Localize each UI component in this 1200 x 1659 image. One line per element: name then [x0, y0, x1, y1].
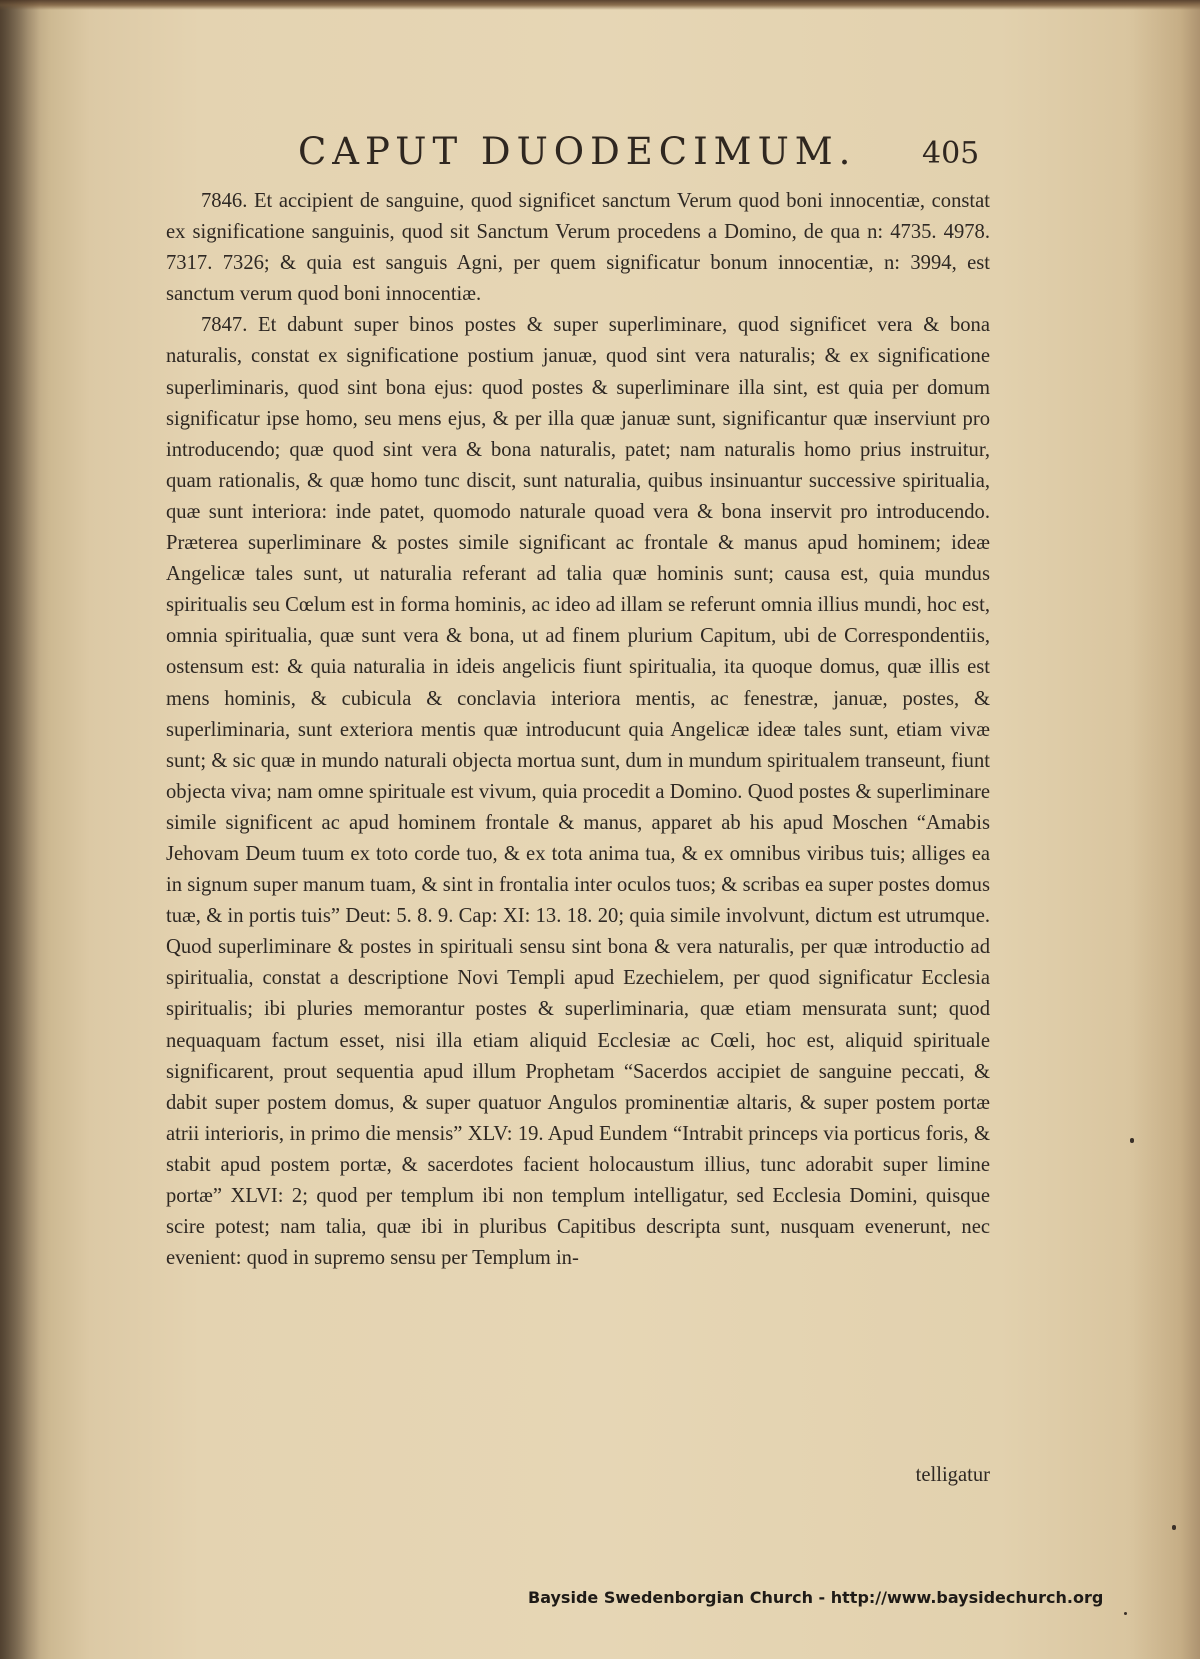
paragraph-7847: 7847. Et dabunt super binos postes & super superliminare, quod significet vera & bona naturalis, constat ex significatione postium januæ, quod sint vera naturalis; & ex significatione superliminaris, quod sint bona ejus: quod postes & superliminare illa sint, est quia per domum significatur ipse homo, seu mens ejus, & per illa quæ januæ sunt, significantur quæ inserviunt pro introducendo; quæ quod sint vera & bona naturalis, patet; nam naturalis homo prius instruitur, quam rationalis, & quæ homo tunc discit, sunt naturalia, quibus insinuantur successive spiritualia, quæ sunt interiora: inde patet, quomodo naturale quoad vera & bona inservit pro introducendo. Præterea superliminare & postes simile significant ac frontale & manus apud hominem; ideæ Angelicæ tales sunt, ut naturalia referant ad talia quæ hominis sunt; causa est, quia mundus spiritualis seu Cœlum est in forma hominis, ac ideo ad illam se referunt omnia illius mundi, hoc est, omnia spiritualia, quæ sunt vera & bona, ut ad finem plurium Capitum, ubi de Correspondentiis, ostensum est: & quia naturalia in ideis angelicis fiunt spiritualia, ita quoque domus, quæ illis est mens hominis, & cubicula & conclavia interiora mentis, ac fenestræ, januæ, postes, & superliminaria, sunt exteriora mentis quæ introducunt quia Angelicæ ideæ tales sunt, etiam vivæ sunt; & sic quæ in mundo naturali objecta mortua sunt, dum in mundum spiritualem transeunt, fiunt objecta viva; nam omne spirituale est vivum, quia procedit a Domino. Quod postes & superliminare simile significent ac apud hominem frontale & manus, apparet ab his apud Moschen “Amabis Jehovam Deum tuum ex toto corde tuo, & ex tota anima tua, & ex omnibus viribus tuis; alliges ea in signum super manum tuam, & sint in frontalia inter oculos tuos; & scribas ea super postes domus tuæ, & in portis tuis” Deut: 5. 8. 9. Cap: XI: 13. 18. 20; quia simile involvunt, dictum est utrumque. Quod superliminare & postes in spirituali sensu sint bona & vera naturalis, per quæ introductio ad spiritualia, constat a descriptione Novi Templi apud Ezechielem, per quod significatur Ecclesia spiritualis; ibi pluries memorantur postes & superliminaria, quæ etiam mensurata sunt; quod nequaquam factum esset, nisi illa etiam aliquid Ecclesiæ ac Cœli, hoc est, aliquid spirituale significarent, prout sequentia apud illum Prophetam “Sacerdos accipiet de sanguine peccati, & dabit super postem domus, & super quatuor Angulos prominentiæ altaris, & super postem portæ atrii interioris, in primo die mensis” XLV: 19. Apud Eundem “Intrabit princeps via porticus foris, & stabit apud postem portæ, & sacerdotes facient holocaustum illius, tunc adorabit super limine portæ” XLVI: 2; quod per templum ibi non templum intelligatur, sed Ecclesia Domini, quisque scire potest; nam talia, quæ ibi in pluribus Capitibus descripta sunt, nusquam evenerunt, nec evenient: quod in supremo sensu per Templum in-	[166, 314, 990, 1270]
ink-speck	[1130, 1138, 1134, 1143]
page-number: 405	[922, 136, 980, 171]
page-header	[0, 130, 1200, 190]
ink-speck	[1172, 1525, 1176, 1530]
footer-credit: Bayside Swedenborgian Church - http://www.baysidechurch.org	[528, 1588, 1104, 1607]
ink-speck	[1124, 1612, 1127, 1615]
paragraph-7846: 7846. Et accipient de sanguine, quod significet sanctum Verum quod boni innocentiæ, constat ex significatione sanguinis, quod sit Sanctum Verum procedens a Domino, de qua n: 4735. 4978. 7317. 7326; & quia est sanguis Agni, per quem significatur bonum innocentiæ, n: 3994, est sanctum verum quod boni innocentiæ.	[166, 190, 990, 306]
running-title: CAPUT DUODECIMUM.	[298, 130, 857, 173]
catchword: telligatur	[915, 1464, 990, 1486]
body-text	[166, 186, 990, 1274]
